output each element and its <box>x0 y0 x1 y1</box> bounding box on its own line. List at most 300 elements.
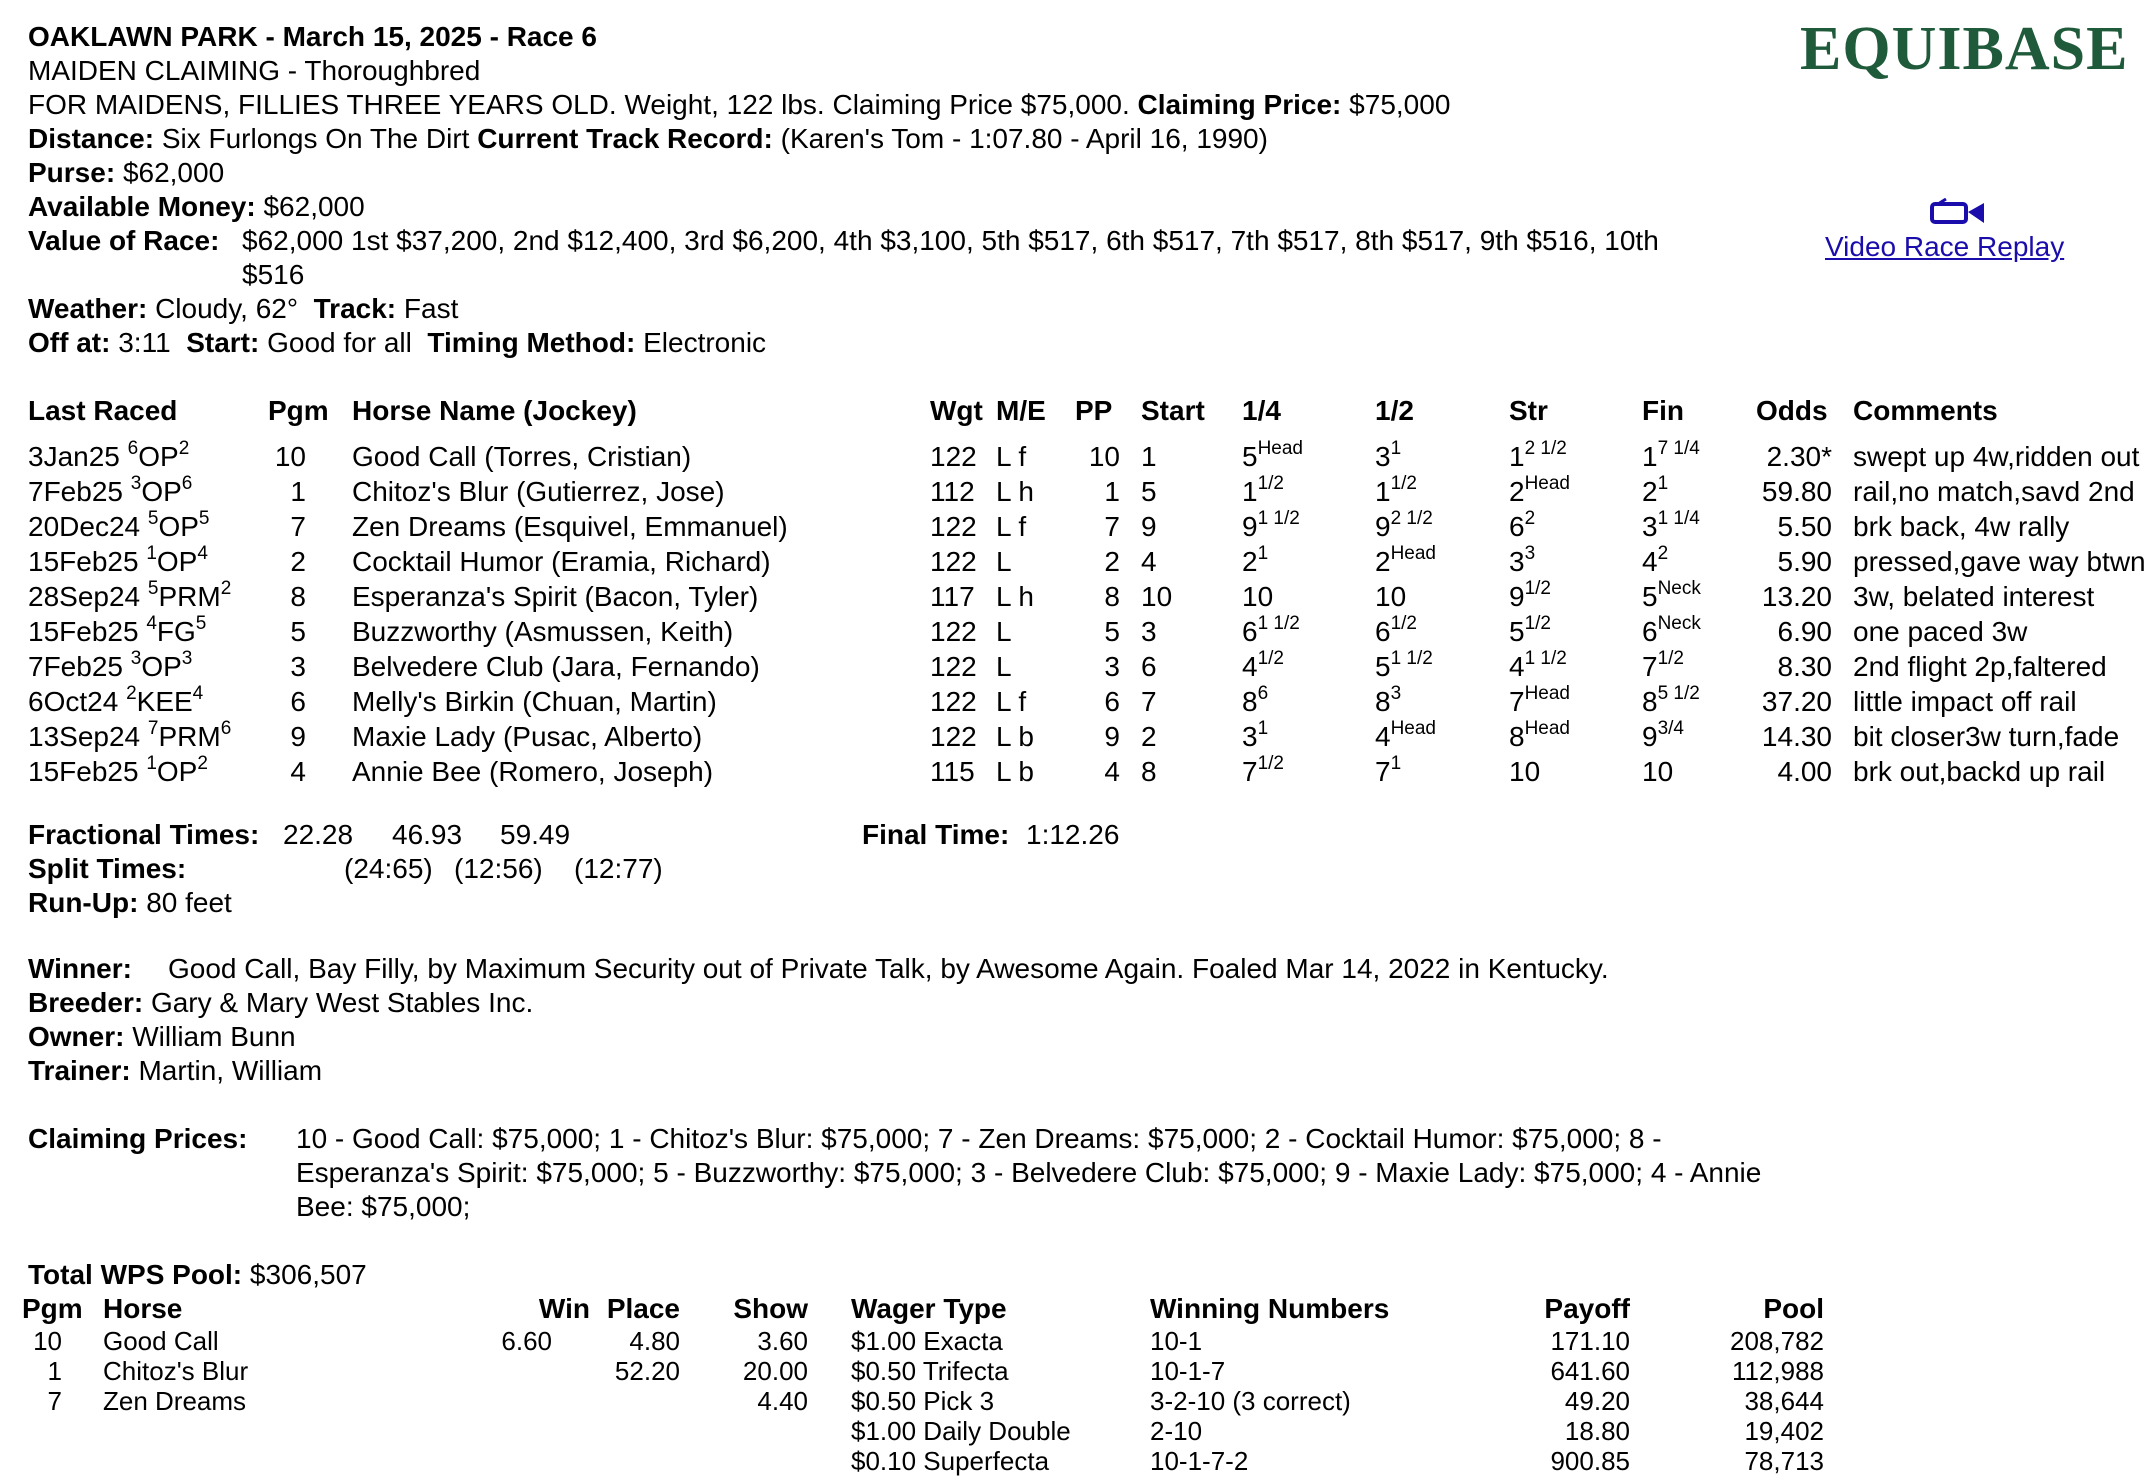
quarter-call-position: 3 <box>1242 721 1258 752</box>
total-wps-pool-label: Total WPS Pool: <box>28 1259 243 1290</box>
horse-jockey: Melly's Birkin (Chuan, Martin) <box>352 686 717 717</box>
finish-call-margin: Neck <box>1657 577 1701 599</box>
weight: 122 <box>930 616 977 647</box>
half-call-position: 9 <box>1375 511 1391 542</box>
stretch-call-margin: 2 <box>1524 507 1536 529</box>
finish-call <box>1642 437 1700 474</box>
owner-value: William Bunn <box>132 1021 296 1052</box>
last-raced-position: 6 <box>220 717 232 739</box>
payoff: 49.20 <box>1564 1386 1630 1416</box>
stretch-call <box>1509 717 1570 754</box>
start-position: 7 <box>1141 686 1157 717</box>
winner-value: Good Call, Bay Filly, by Maximum Security out of Private Talk, by Awesome Again. Foaled Mar 14, 2022 in Kentucky. <box>168 953 1609 984</box>
last-raced <box>28 437 190 474</box>
half-call-margin: 1 1/2 <box>1390 647 1433 669</box>
distance-line <box>28 122 1268 156</box>
half-call-position: 1 <box>1375 476 1391 507</box>
last-raced-race-number: 6 <box>127 437 139 459</box>
quarter-call-position: 9 <box>1242 511 1258 542</box>
med-equip: L h <box>996 476 1034 507</box>
horse-jockey: Belvedere Club (Jara, Fernando) <box>352 651 760 682</box>
quarter-call <box>1242 472 1284 509</box>
start-position: 2 <box>1141 721 1157 752</box>
program-number: 10 <box>274 441 306 472</box>
comment: bit closer3w turn,fade <box>1853 721 2120 752</box>
winning-numbers: 10-1 <box>1150 1326 1203 1356</box>
total-wps-pool-value: $306,507 <box>249 1259 367 1290</box>
distance-value: Six Furlongs On The Dirt <box>161 123 470 154</box>
split-time-1: (24:65) <box>344 853 433 884</box>
quarter-call-margin: 1 1/2 <box>1257 507 1300 529</box>
claiming-prices-line3: Bee: $75,000; <box>296 1191 471 1222</box>
program-number: 7 <box>290 511 306 542</box>
col-last-raced: Last Raced <box>28 395 178 426</box>
quarter-call <box>1242 612 1300 649</box>
stretch-call <box>1509 612 1551 649</box>
finish-call <box>1642 542 1669 579</box>
start-position: 10 <box>1141 581 1173 612</box>
comment: one paced 3w <box>1853 616 2028 647</box>
last-raced-position: 2 <box>197 752 208 774</box>
half-call-position: 6 <box>1375 616 1391 647</box>
wps-place: 52.20 <box>614 1356 680 1386</box>
stretch-call-position: 7 <box>1509 686 1525 717</box>
half-call-margin: 2 1/2 <box>1390 507 1433 529</box>
last-raced-position: 4 <box>197 542 208 564</box>
last-raced-race-number: 3 <box>130 472 142 494</box>
col-comments: Comments <box>1853 395 1998 426</box>
breeder-value: Gary & Mary West Stables Inc. <box>150 987 534 1018</box>
half-call <box>1375 647 1433 684</box>
off-at-line <box>28 326 766 360</box>
trainer-line <box>28 1054 322 1088</box>
post-position: 5 <box>1104 616 1120 647</box>
value-of-race-label: Value of Race: <box>28 225 220 256</box>
timing-method-value: Electronic <box>643 327 767 358</box>
off-at-label: Off at: <box>28 327 111 358</box>
last-raced <box>28 542 208 579</box>
program-number: 2 <box>290 546 306 577</box>
last-raced-race-number: 5 <box>147 577 159 599</box>
odds: 59.80 <box>1761 476 1832 507</box>
stretch-call-position: 1 <box>1509 441 1525 472</box>
start-position: 3 <box>1141 616 1157 647</box>
available-money-line <box>28 190 365 224</box>
weight: 122 <box>930 686 977 717</box>
half-call-position: 7 <box>1375 756 1391 787</box>
last-raced-race-number: 1 <box>146 542 157 564</box>
last-raced <box>28 472 193 509</box>
quarter-call-margin: 1/2 <box>1257 647 1284 669</box>
wager-col-numbers: Winning Numbers <box>1150 1293 1390 1324</box>
half-call <box>1375 472 1417 509</box>
wps-win: 6.60 <box>501 1326 552 1356</box>
last-raced-position: 4 <box>192 682 204 704</box>
conditions-text: FOR MAIDENS, FILLIES THREE YEARS OLD. Weight, 122 lbs. Claiming Price $75,000. <box>28 89 1130 120</box>
payoff: 18.80 <box>1564 1416 1630 1446</box>
horse-jockey: Chitoz's Blur (Gutierrez, Jose) <box>352 476 725 507</box>
last-raced <box>28 682 204 719</box>
weight: 117 <box>930 581 975 612</box>
weather-line <box>28 292 458 326</box>
stretch-call-margin: 3 <box>1524 542 1536 564</box>
last-raced-race-number: 5 <box>147 507 159 529</box>
wager-col-payoff: Payoff <box>1544 1293 1630 1324</box>
distance-label: Distance: <box>28 123 155 154</box>
col-wgt: Wgt <box>930 395 983 426</box>
col-pp: PP <box>1075 395 1113 426</box>
horse-jockey: Cocktail Humor (Eramia, Richard) <box>352 546 771 577</box>
track-label: Track: <box>313 293 397 324</box>
stretch-call <box>1509 577 1551 614</box>
quarter-call-position: 2 <box>1242 546 1258 577</box>
wps-pgm: 7 <box>47 1386 62 1416</box>
fractional-time-3: 59.49 <box>500 819 571 850</box>
stretch-call-position: 6 <box>1509 511 1525 542</box>
med-equip: L <box>996 651 1012 682</box>
claiming-prices-label: Claiming Prices: <box>28 1123 248 1154</box>
comment: little impact off rail <box>1853 686 2077 717</box>
weight: 122 <box>930 651 977 682</box>
col-pgm: Pgm <box>268 395 329 426</box>
post-position: 9 <box>1104 721 1120 752</box>
quarter-call-margin: 1 <box>1257 542 1269 564</box>
program-number: 4 <box>290 756 306 787</box>
odds: 5.50 <box>1777 511 1832 542</box>
last-raced-position: 3 <box>181 647 193 669</box>
quarter-call <box>1242 647 1284 684</box>
wps-show: 4.40 <box>757 1386 808 1416</box>
wps-pgm: 10 <box>33 1326 62 1356</box>
run-up-label: Run-Up: <box>28 887 139 918</box>
pool: 208,782 <box>1730 1326 1824 1356</box>
last-raced <box>28 612 207 649</box>
quarter-call-margin: Head <box>1257 437 1303 459</box>
odds: 2.30* <box>1766 441 1832 472</box>
stretch-call <box>1509 682 1570 719</box>
quarter-call <box>1242 542 1269 579</box>
comment: pressed,gave way btwn <box>1853 546 2146 577</box>
wager-type: $0.10 Superfecta <box>851 1446 1050 1476</box>
stretch-call-margin: 1 1/2 <box>1524 647 1567 669</box>
last-raced-date: 15Feb25 <box>28 616 139 647</box>
half-call-margin: Head <box>1390 717 1436 739</box>
track-record-value: (Karen's Tom - 1:07.80 - April 16, 1990) <box>780 123 1268 154</box>
wps-col-win: Win <box>538 1293 590 1324</box>
col-half: 1/2 <box>1375 395 1414 426</box>
last-raced-track: PRM <box>158 581 221 612</box>
pool: 19,402 <box>1744 1416 1824 1446</box>
trainer-label: Trainer: <box>28 1055 131 1086</box>
half-call-margin: 1 <box>1390 752 1402 774</box>
post-position: 6 <box>1104 686 1120 717</box>
med-equip: L f <box>996 686 1027 717</box>
horse-jockey: Annie Bee (Romero, Joseph) <box>352 756 714 787</box>
col-finish: Fin <box>1642 395 1684 426</box>
quarter-call <box>1242 507 1300 544</box>
last-raced-position: 5 <box>198 507 210 529</box>
stretch-call <box>1509 647 1567 684</box>
last-raced-date: 3Jan25 <box>28 441 120 472</box>
horse-jockey: Esperanza's Spirit (Bacon, Tyler) <box>352 581 759 612</box>
final-time-value: 1:12.26 <box>1026 819 1120 850</box>
run-up-value: 80 feet <box>146 887 232 918</box>
last-raced-track: OP <box>156 546 198 577</box>
last-raced-race-number: 7 <box>147 717 159 739</box>
finish-call-margin: 5 1/2 <box>1657 682 1700 704</box>
pool: 78,713 <box>1744 1446 1824 1476</box>
post-position: 4 <box>1104 756 1120 787</box>
available-money-label: Available Money: <box>28 191 256 222</box>
stretch-call-margin: Head <box>1524 682 1570 704</box>
last-raced-position: 2 <box>220 577 232 599</box>
last-raced-date: 7Feb25 <box>28 651 123 682</box>
half-call-margin: 3 <box>1390 682 1402 704</box>
last-raced <box>28 507 210 544</box>
stretch-call-position: 9 <box>1509 581 1525 612</box>
finish-call <box>1642 577 1701 614</box>
breeder-label: Breeder: <box>28 987 144 1018</box>
weight: 115 <box>930 756 975 787</box>
col-quarter: 1/4 <box>1242 395 1281 426</box>
purse-line <box>28 156 224 190</box>
comment: swept up 4w,ridden out <box>1853 441 2140 472</box>
start-value: Good for all <box>267 327 412 358</box>
quarter-call-position: 7 <box>1242 756 1258 787</box>
last-raced-date: 20Dec24 <box>28 511 141 542</box>
payoff: 641.60 <box>1550 1356 1630 1386</box>
last-raced-date: 7Feb25 <box>28 476 123 507</box>
med-equip: L b <box>996 756 1034 787</box>
start-position: 8 <box>1141 756 1157 787</box>
last-raced <box>28 752 208 789</box>
video-camera-icon[interactable] <box>1930 198 1986 226</box>
weight: 112 <box>930 476 975 507</box>
start-position: 4 <box>1141 546 1157 577</box>
last-raced <box>28 577 232 614</box>
horse-jockey: Buzzworthy (Asmussen, Keith) <box>352 616 734 647</box>
finish-call-position: 5 <box>1642 581 1658 612</box>
purse-label: Purse: <box>28 157 116 188</box>
equibase-logo[interactable]: EQUIBASE <box>1800 15 2129 83</box>
finish-call-position: 3 <box>1642 511 1658 542</box>
comment: brk out,backd up rail <box>1853 756 2106 787</box>
last-raced <box>28 647 193 684</box>
finish-call <box>1642 717 1684 754</box>
quarter-call-margin: 1 1/2 <box>1257 612 1300 634</box>
wps-pgm: 1 <box>47 1356 62 1386</box>
fractional-times-label: Fractional Times: <box>28 819 260 850</box>
finish-call-position: 10 <box>1642 756 1674 787</box>
horse-jockey: Good Call (Torres, Cristian) <box>352 441 692 472</box>
wager-col-pool: Pool <box>1763 1293 1824 1324</box>
owner-label: Owner: <box>28 1021 125 1052</box>
half-call <box>1375 507 1433 544</box>
quarter-call-margin: 6 <box>1257 682 1269 704</box>
track-value: Fast <box>403 293 459 324</box>
quarter-call <box>1242 580 1273 614</box>
odds: 5.90 <box>1777 546 1832 577</box>
finish-call-margin: 3/4 <box>1657 717 1684 739</box>
stretch-call-margin: 1/2 <box>1524 612 1551 634</box>
half-call <box>1375 542 1436 579</box>
wps-horse: Good Call <box>103 1326 219 1356</box>
half-call <box>1375 752 1402 789</box>
last-raced-race-number: 4 <box>146 612 157 634</box>
track-record-label: Current Track Record: <box>477 123 773 154</box>
med-equip: L f <box>996 511 1027 542</box>
trainer-value: Martin, William <box>138 1055 323 1086</box>
half-call <box>1375 682 1402 719</box>
stretch-call <box>1509 542 1536 579</box>
last-raced-date: 15Feb25 <box>28 756 139 787</box>
med-equip: L f <box>996 441 1027 472</box>
split-time-3: (12:77) <box>574 853 663 884</box>
quarter-call <box>1242 717 1269 754</box>
stretch-call-position: 8 <box>1509 721 1525 752</box>
winning-numbers: 3-2-10 (3 correct) <box>1150 1386 1351 1416</box>
value-of-race-line2: $516 <box>242 259 305 290</box>
available-money-value: $62,000 <box>263 191 365 222</box>
last-raced-race-number: 3 <box>130 647 142 669</box>
weight: 122 <box>930 441 977 472</box>
program-number: 1 <box>290 476 306 507</box>
stretch-call-margin: Head <box>1524 472 1570 494</box>
half-call-position: 4 <box>1375 721 1391 752</box>
odds: 6.90 <box>1777 616 1832 647</box>
payoff: 900.85 <box>1550 1446 1630 1476</box>
med-equip: L <box>996 616 1012 647</box>
last-raced-track: OP <box>141 651 182 682</box>
finish-call <box>1642 507 1700 544</box>
pool: 38,644 <box>1744 1386 1824 1416</box>
fractional-time-1: 22.28 <box>283 819 354 850</box>
post-position: 1 <box>1104 476 1120 507</box>
race-conditions <box>28 88 1450 122</box>
finish-call-position: 7 <box>1642 651 1658 682</box>
purse-value: $62,000 <box>122 157 225 188</box>
quarter-call-position: 6 <box>1242 616 1258 647</box>
half-call-position: 3 <box>1375 441 1391 472</box>
horse-jockey: Zen Dreams (Esquivel, Emmanuel) <box>352 511 788 542</box>
fractional-time-2: 46.93 <box>392 819 463 850</box>
finish-call <box>1642 647 1684 684</box>
odds: 8.30 <box>1777 651 1832 682</box>
last-raced-position: 6 <box>181 472 193 494</box>
stretch-call <box>1509 755 1540 789</box>
run-up-line <box>28 886 232 920</box>
post-position: 10 <box>1088 441 1120 472</box>
wps-show: 3.60 <box>757 1326 808 1356</box>
claiming-prices-line1: 10 - Good Call: $75,000; 1 - Chitoz's Blur: $75,000; 7 - Zen Dreams: $75,000; 2 - Cocktail Humor: $75,000; 8 - <box>296 1123 1662 1154</box>
split-time-2: (12:56) <box>454 853 543 884</box>
claiming-price-value: $75,000 <box>1349 89 1451 120</box>
timing-method-label: Timing Method: <box>427 327 636 358</box>
quarter-call-position: 10 <box>1242 581 1274 612</box>
quarter-call <box>1242 682 1269 719</box>
half-call <box>1375 717 1436 754</box>
col-odds: Odds <box>1756 395 1828 426</box>
col-horse: Horse Name (Jockey) <box>352 395 637 426</box>
weight: 122 <box>930 721 977 752</box>
winning-numbers: 10-1-7-2 <box>1150 1446 1249 1476</box>
half-call <box>1375 612 1417 649</box>
value-of-race-line1: $62,000 1st $37,200, 2nd $12,400, 3rd $6,200, 4th $3,100, 5th $517, 6th $517, 7th $517, 8th $517, 9th $516, 10th <box>242 225 1659 256</box>
finish-call-position: 1 <box>1642 441 1658 472</box>
quarter-call <box>1242 437 1303 474</box>
stretch-call-position: 4 <box>1509 651 1525 682</box>
wps-col-pgm: Pgm <box>22 1293 83 1324</box>
final-time-label: Final Time: <box>862 819 1010 850</box>
breeder-line <box>28 986 533 1020</box>
weight: 122 <box>930 546 977 577</box>
post-position: 8 <box>1104 581 1120 612</box>
last-raced-track: FG <box>156 616 196 647</box>
finish-call-margin: 7 1/4 <box>1657 437 1700 459</box>
stretch-call-margin: 1/2 <box>1524 577 1551 599</box>
winning-numbers: 10-1-7 <box>1150 1356 1226 1386</box>
wps-col-horse: Horse <box>103 1293 183 1324</box>
wps-col-show: Show <box>733 1293 808 1324</box>
weather-value: Cloudy, 62° <box>155 293 299 324</box>
weight: 122 <box>930 511 977 542</box>
finish-call-position: 9 <box>1642 721 1658 752</box>
half-call <box>1375 437 1402 474</box>
finish-call <box>1642 755 1673 789</box>
quarter-call-position: 1 <box>1242 476 1258 507</box>
winner-label: Winner: <box>28 953 132 984</box>
pool: 112,988 <box>1731 1356 1824 1386</box>
wager-type: $0.50 Trifecta <box>851 1356 1009 1386</box>
wager-type: $0.50 Pick 3 <box>851 1386 995 1416</box>
video-race-replay-link[interactable]: Video Race Replay <box>1825 231 2065 262</box>
stretch-call-position: 3 <box>1509 546 1525 577</box>
last-raced-track: OP <box>138 441 179 472</box>
odds: 37.20 <box>1761 686 1832 717</box>
post-position: 2 <box>1104 546 1120 577</box>
wager-type: $1.00 Exacta <box>851 1326 1003 1356</box>
last-raced-track: OP <box>156 756 198 787</box>
finish-call-position: 4 <box>1642 546 1658 577</box>
odds: 4.00 <box>1777 756 1832 787</box>
med-equip: L h <box>996 581 1034 612</box>
race-title: OAKLAWN PARK - March 15, 2025 - Race 6 <box>28 21 597 52</box>
col-stretch: Str <box>1509 395 1548 426</box>
quarter-call <box>1242 752 1284 789</box>
weather-label: Weather: <box>28 293 148 324</box>
half-call-margin: 1/2 <box>1390 472 1417 494</box>
comment: 3w, belated interest <box>1853 581 2095 612</box>
half-call-position: 2 <box>1375 546 1391 577</box>
last-raced-date: 28Sep24 <box>28 581 141 612</box>
finish-call-position: 2 <box>1642 476 1658 507</box>
odds: 13.20 <box>1761 581 1832 612</box>
last-raced <box>28 717 232 754</box>
wager-type: $1.00 Daily Double <box>851 1416 1071 1446</box>
half-call-margin: Head <box>1390 542 1436 564</box>
comment: brk back, 4w rally <box>1853 511 2070 542</box>
col-start: Start <box>1141 395 1205 426</box>
stretch-call-margin: Head <box>1524 717 1570 739</box>
comment: rail,no match,savd 2nd <box>1853 476 2135 507</box>
wps-place: 4.80 <box>629 1326 680 1356</box>
program-number: 3 <box>290 651 306 682</box>
post-position: 7 <box>1104 511 1120 542</box>
finish-call-margin: 1 <box>1657 472 1669 494</box>
race-type: MAIDEN CLAIMING - Thoroughbred <box>28 55 481 86</box>
finish-call-margin: 2 <box>1657 542 1669 564</box>
last-raced-race-number: 1 <box>146 752 157 774</box>
